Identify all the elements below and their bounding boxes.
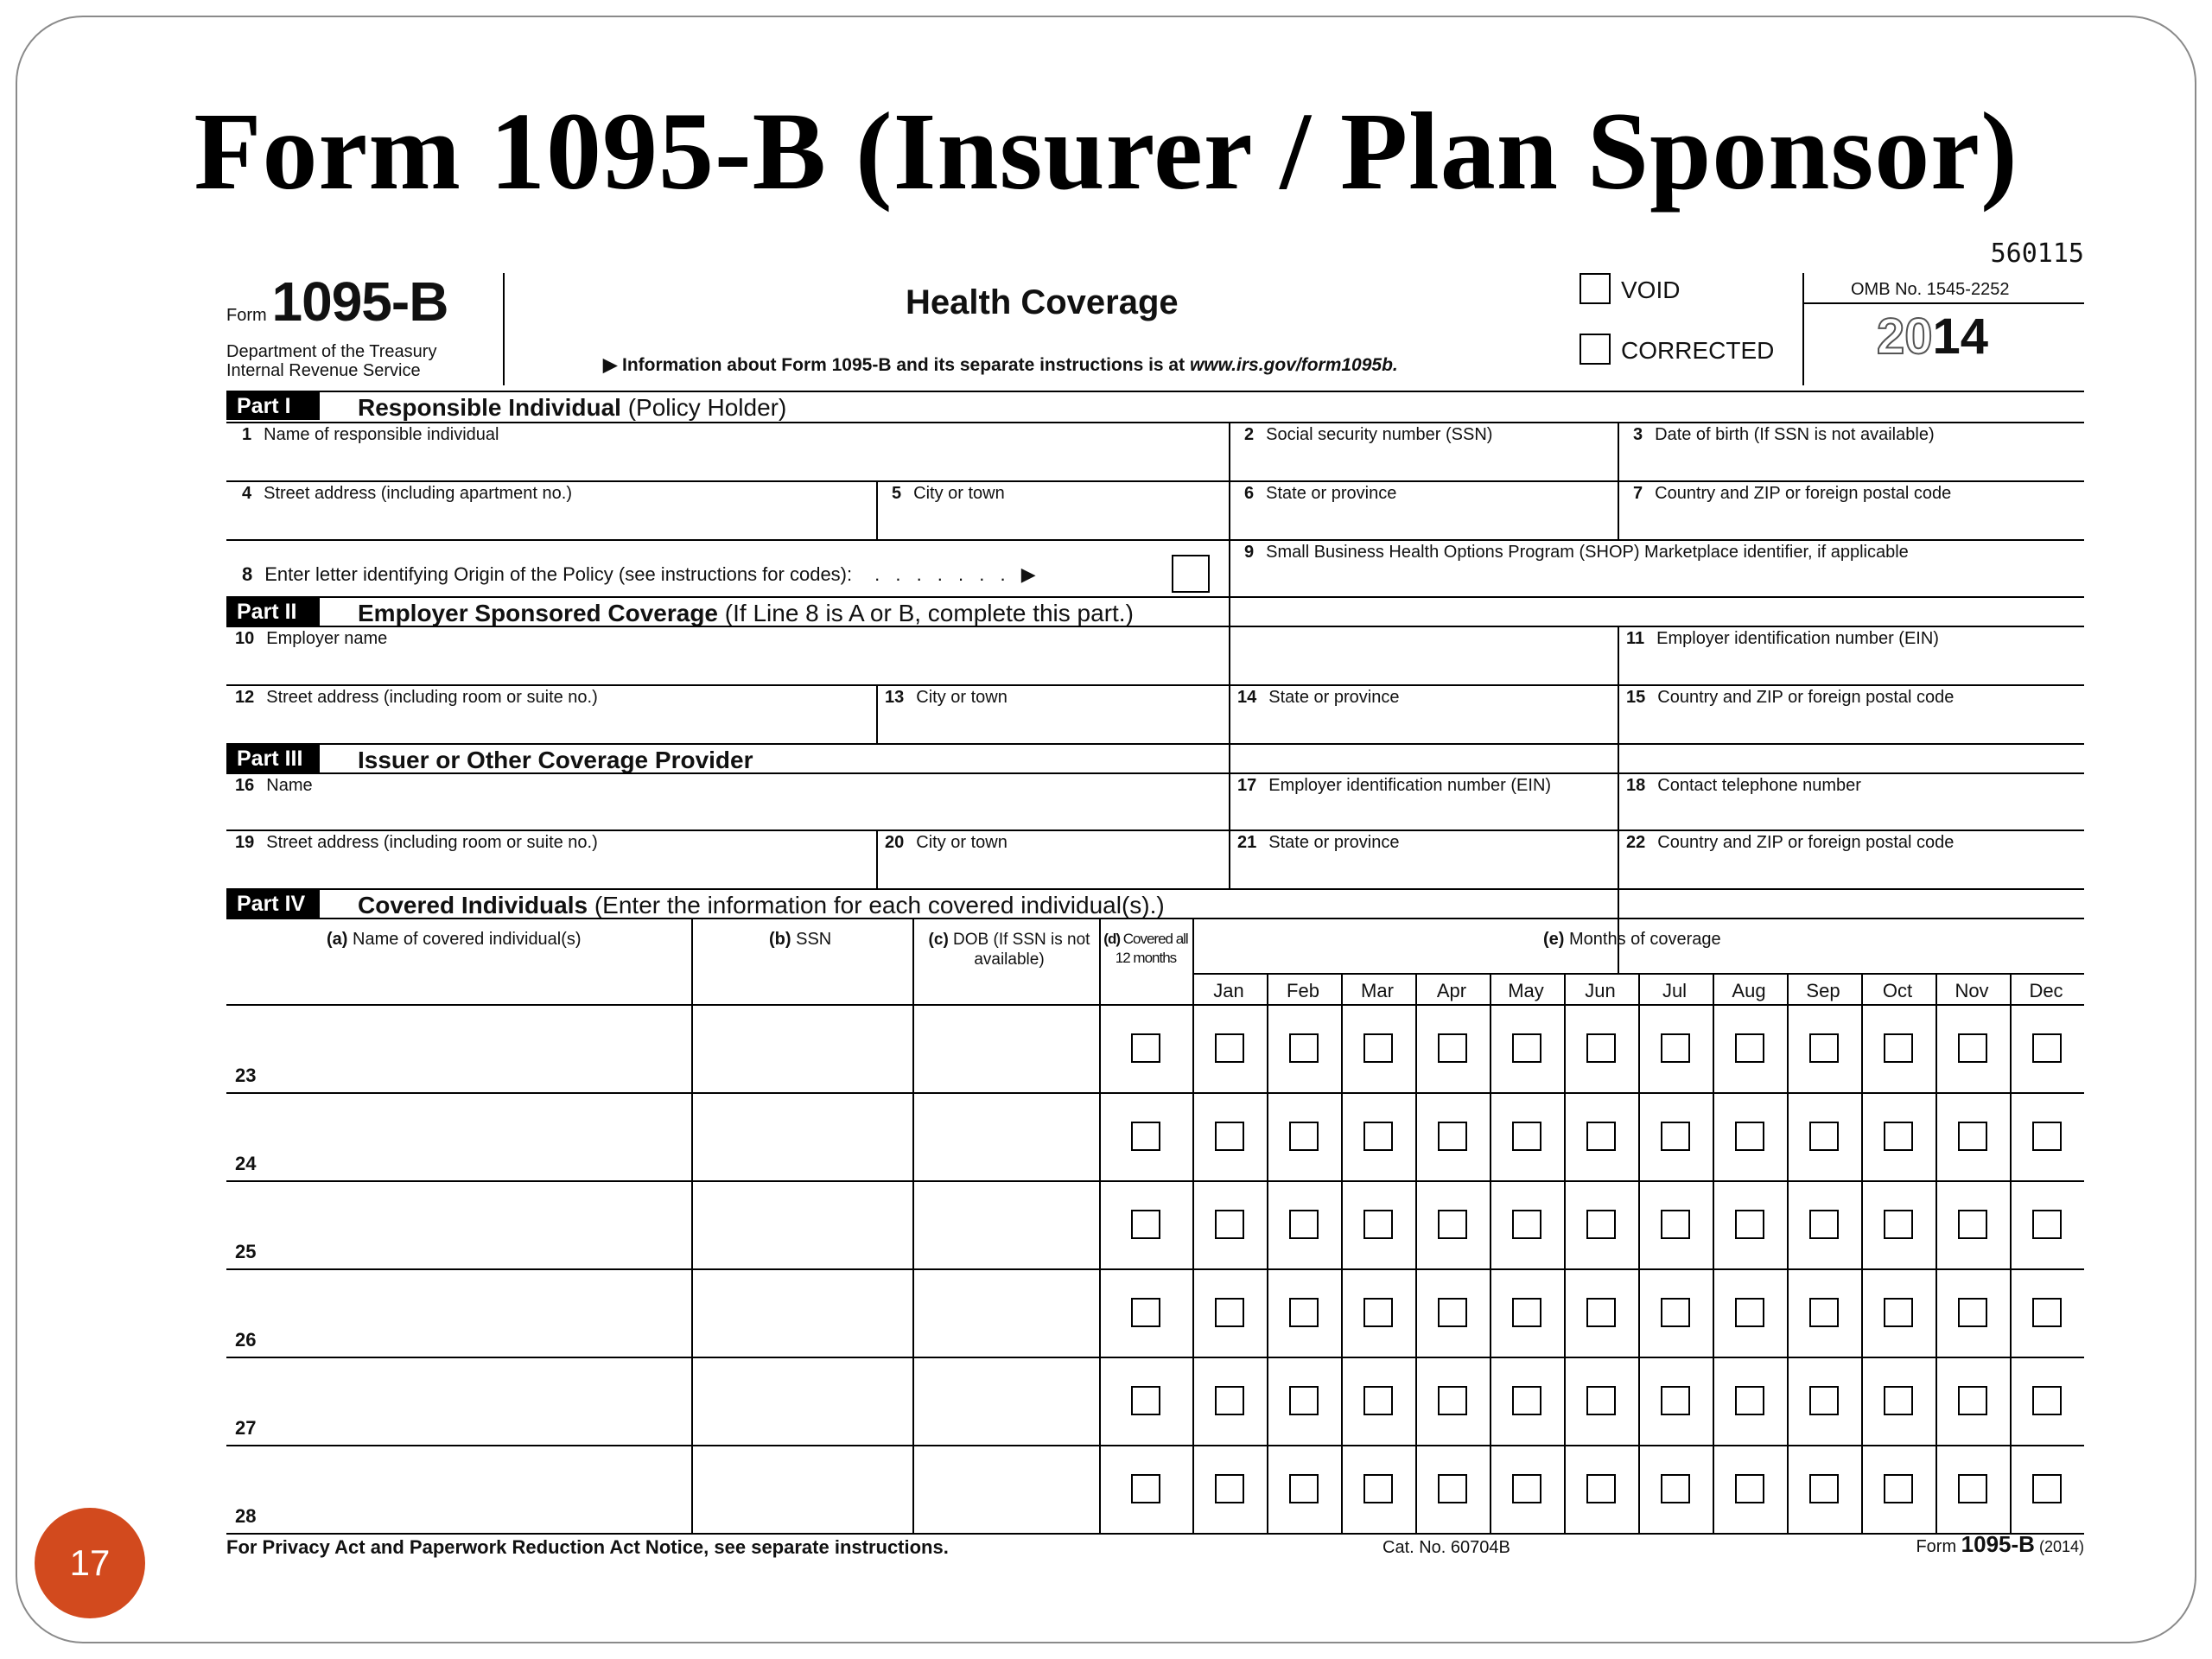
month-checkbox-may[interactable]: [1512, 1122, 1541, 1151]
field-13-num: 13: [885, 688, 905, 707]
month-checkbox-feb[interactable]: [1289, 1474, 1319, 1503]
part3-header: [226, 745, 2084, 774]
field-15-num: 15: [1626, 688, 1646, 707]
field-2-num: 2: [1244, 425, 1255, 444]
month-checkbox-nov[interactable]: [1958, 1033, 1987, 1063]
month-checkbox-jul[interactable]: [1661, 1210, 1690, 1239]
part2-title-bold: Employer Sponsored Coverage: [358, 600, 719, 626]
part2-title-rest: (If Line 8 is A or B, complete this part.): [718, 600, 1134, 626]
grid-line: [876, 480, 878, 539]
covered-all-12-checkbox[interactable]: [1131, 1033, 1160, 1063]
part2-header: [226, 598, 2084, 627]
field-11-num: 11: [1626, 629, 1645, 648]
month-checkbox-may[interactable]: [1512, 1386, 1541, 1415]
month-checkbox-nov[interactable]: [1958, 1386, 1987, 1415]
info-line-url: www.irs.gov/form1095b.: [1189, 355, 1398, 375]
omb-underline: [1802, 302, 2084, 304]
grid-line: [691, 918, 693, 1533]
col-e-header: [1543, 930, 1721, 950]
field-5-num: 5: [892, 484, 902, 503]
field-8: [242, 563, 1041, 586]
form-number: 1095-B: [271, 270, 448, 333]
month-header-jul: Jul: [1662, 980, 1688, 1001]
tax-year: [1877, 308, 1988, 365]
month-checkbox-oct[interactable]: [1884, 1122, 1913, 1151]
month-checkbox-aug[interactable]: [1735, 1210, 1764, 1239]
grid-line: [226, 918, 2084, 919]
month-checkbox-apr[interactable]: [1438, 1122, 1467, 1151]
grid-line: [226, 1092, 2084, 1094]
field-9[interactable]: [1244, 543, 1909, 563]
field-10-label: Employer name: [266, 629, 388, 648]
field-11-label: Employer identification number (EIN): [1656, 629, 1939, 648]
field-19-label: Street address (including room or suite no.): [266, 833, 598, 852]
covered-all-12-checkbox[interactable]: [1131, 1210, 1160, 1239]
field-14-label: State or province: [1268, 688, 1400, 707]
grid-line: [1936, 973, 1937, 1533]
tax-year-light: 20: [1877, 308, 1933, 365]
grid-line: [226, 772, 2084, 774]
footer-form-word: Form: [1916, 1537, 1961, 1556]
grid-line: [1267, 973, 1268, 1533]
part1-title-bold: Responsible Individual: [358, 394, 621, 421]
month-checkbox-jan[interactable]: [1215, 1210, 1244, 1239]
month-header-oct: Oct: [1882, 980, 1913, 1001]
field-3-label: Date of birth (If SSN is not available): [1655, 425, 1935, 444]
col-b-header: [769, 930, 831, 950]
month-checkbox-apr[interactable]: [1438, 1298, 1467, 1327]
part4-tag: Part IV: [226, 890, 320, 918]
month-checkbox-aug[interactable]: [1735, 1033, 1764, 1063]
footer-form-number: 1095-B: [1961, 1531, 2035, 1557]
corrected-label: CORRECTED: [1621, 337, 1775, 364]
month-checkbox-dec[interactable]: [2032, 1210, 2062, 1239]
part4-title: [358, 892, 1165, 919]
tax-year-bold: 14: [1932, 308, 1989, 365]
month-checkbox-apr[interactable]: [1438, 1210, 1467, 1239]
form-word: Form: [226, 306, 267, 325]
info-line-text: ▶ Information about Form 1095-B and its separate instructions is at: [603, 355, 1190, 375]
month-checkbox-jan[interactable]: [1215, 1033, 1244, 1063]
month-checkbox-jan[interactable]: [1215, 1298, 1244, 1327]
col-d-tag: (d): [1103, 931, 1120, 947]
month-checkbox-sep[interactable]: [1809, 1033, 1839, 1063]
month-checkbox-mar[interactable]: [1363, 1474, 1393, 1503]
row-number: 28: [235, 1505, 257, 1527]
field-17[interactable]: [1237, 776, 1551, 796]
part1-tag: Part I: [226, 392, 320, 420]
field-19[interactable]: [235, 833, 598, 853]
grid-line: [226, 1445, 2084, 1446]
month-checkbox-mar[interactable]: [1363, 1210, 1393, 1239]
field-10-num: 10: [235, 629, 255, 648]
part4-title-bold: Covered Individuals: [358, 892, 588, 918]
field-1[interactable]: [242, 425, 499, 445]
field-22[interactable]: [1626, 833, 1954, 853]
month-checkbox-mar[interactable]: [1363, 1298, 1393, 1327]
footer-form-year: (2014): [2034, 1538, 2084, 1555]
field-16-num: 16: [235, 776, 255, 795]
col-c-header: [919, 930, 1099, 969]
grid-line: [1415, 973, 1417, 1533]
field-6-num: 6: [1244, 484, 1255, 503]
month-checkbox-dec[interactable]: [2032, 1033, 2062, 1063]
grid-line: [226, 1357, 2084, 1358]
month-checkbox-nov[interactable]: [1958, 1210, 1987, 1239]
month-checkbox-oct[interactable]: [1884, 1474, 1913, 1503]
month-checkbox-dec[interactable]: [2032, 1474, 2062, 1503]
month-checkbox-jul[interactable]: [1661, 1122, 1690, 1151]
month-checkbox-jan[interactable]: [1215, 1386, 1244, 1415]
part1-title: [358, 394, 786, 422]
month-checkbox-sep[interactable]: [1809, 1386, 1839, 1415]
month-header-sep: Sep: [1806, 980, 1840, 1001]
month-checkbox-nov[interactable]: [1958, 1474, 1987, 1503]
month-checkbox-may[interactable]: [1512, 1474, 1541, 1503]
month-checkbox-apr[interactable]: [1438, 1033, 1467, 1063]
month-header-apr: Apr: [1436, 980, 1467, 1001]
field-18-num: 18: [1626, 776, 1646, 795]
field-5-label: City or town: [913, 484, 1005, 503]
grid-line: [226, 1004, 2084, 1006]
part3-tag: Part III: [226, 745, 320, 772]
month-checkbox-mar[interactable]: [1363, 1033, 1393, 1063]
grid-line: [1713, 973, 1714, 1533]
month-checkbox-jan[interactable]: [1215, 1474, 1244, 1503]
col-b-label: SSN: [791, 930, 832, 949]
month-header-aug: Aug: [1732, 980, 1766, 1001]
form-code: 560115: [1990, 238, 2084, 269]
info-line: [603, 354, 1398, 376]
grid-line: [226, 539, 2084, 541]
month-checkbox-feb[interactable]: [1289, 1122, 1319, 1151]
field-4[interactable]: [242, 484, 572, 504]
month-checkbox-mar[interactable]: [1363, 1122, 1393, 1151]
form-number-block: [226, 270, 448, 334]
grid-line: [226, 626, 2084, 627]
covered-all-12-checkbox[interactable]: [1131, 1298, 1160, 1327]
grid-line: [1192, 918, 1194, 1533]
grid-line: [226, 1533, 2084, 1535]
month-checkbox-aug[interactable]: [1735, 1122, 1764, 1151]
grid-line: [2010, 973, 2012, 1533]
part2-title: [358, 600, 1134, 627]
col-a-tag: (a): [327, 930, 348, 949]
month-checkbox-jun[interactable]: [1586, 1386, 1616, 1415]
field-21[interactable]: [1237, 833, 1399, 853]
month-checkbox-oct[interactable]: [1884, 1298, 1913, 1327]
field-5[interactable]: [892, 484, 1005, 504]
origin-code-box[interactable]: [1172, 555, 1210, 593]
grid-line: [876, 830, 878, 888]
grid-line: [876, 684, 878, 743]
field-17-num: 17: [1237, 776, 1257, 795]
field-15-label: Country and ZIP or foreign postal code: [1657, 688, 1955, 707]
footer-form-id: [1916, 1531, 2084, 1558]
col-e-label: Months of coverage: [1564, 930, 1721, 949]
footer-privacy-notice: For Privacy Act and Paperwork Reduction Act Notice, see separate instructions.: [226, 1536, 949, 1558]
slide-title: Form 1095-B (Insurer / Plan Sponsor): [194, 90, 2018, 213]
field-3[interactable]: [1633, 425, 1935, 445]
col-d-label: Covered all 12 months: [1115, 931, 1188, 966]
month-checkbox-apr[interactable]: [1438, 1386, 1467, 1415]
form-1095b: [226, 233, 2084, 1573]
field-20[interactable]: [885, 833, 1007, 853]
covered-all-12-checkbox[interactable]: [1131, 1474, 1160, 1503]
grid-line: [1618, 626, 1619, 973]
month-checkbox-sep[interactable]: [1809, 1210, 1839, 1239]
void-label: VOID: [1621, 276, 1681, 303]
field-12-label: Street address (including room or suite no.): [266, 688, 598, 707]
grid-line: [226, 684, 2084, 686]
grid-line: [1564, 973, 1566, 1533]
month-checkbox-jun[interactable]: [1586, 1298, 1616, 1327]
month-checkbox-aug[interactable]: [1735, 1386, 1764, 1415]
month-checkbox-feb[interactable]: [1289, 1298, 1319, 1327]
col-c-tag: (c): [928, 931, 949, 949]
field-15[interactable]: [1626, 688, 1954, 708]
field-1-num: 1: [242, 425, 252, 444]
field-16[interactable]: [235, 776, 313, 796]
row-number: 26: [235, 1329, 257, 1351]
corrected-checkbox[interactable]: [1580, 334, 1611, 365]
month-checkbox-may[interactable]: [1512, 1210, 1541, 1239]
field-3-num: 3: [1633, 425, 1643, 444]
grid-line: [226, 830, 2084, 831]
footer-cat-number: Cat. No. 60704B: [1382, 1538, 1510, 1557]
field-1-label: Name of responsible individual: [264, 425, 499, 444]
field-17-label: Employer identification number (EIN): [1268, 776, 1552, 795]
month-header-jun: Jun: [1585, 980, 1616, 1001]
month-checkbox-may[interactable]: [1512, 1033, 1541, 1063]
col-b-tag: (b): [769, 930, 791, 949]
month-header-mar: Mar: [1361, 980, 1394, 1001]
month-checkbox-aug[interactable]: [1735, 1298, 1764, 1327]
field-22-num: 22: [1626, 833, 1646, 852]
grid-line: [226, 480, 2084, 482]
col-a-header: [327, 930, 582, 950]
field-16-label: Name: [266, 776, 313, 795]
void-checkbox[interactable]: [1580, 273, 1611, 304]
grid-line: [1490, 973, 1491, 1533]
omb-number: OMB No. 1545-2252: [1851, 280, 2010, 299]
month-header-feb: Feb: [1287, 980, 1319, 1001]
grid-line: [226, 1268, 2084, 1270]
part3-title: [358, 747, 753, 774]
field-20-label: City or town: [916, 833, 1007, 852]
month-checkbox-jun[interactable]: [1586, 1210, 1616, 1239]
covered-all-12-checkbox[interactable]: [1131, 1386, 1160, 1415]
month-checkbox-mar[interactable]: [1363, 1386, 1393, 1415]
header-divider-left: [503, 273, 505, 385]
month-checkbox-oct[interactable]: [1884, 1210, 1913, 1239]
month-checkbox-dec[interactable]: [2032, 1386, 2062, 1415]
row-number: 27: [235, 1417, 257, 1439]
field-13-label: City or town: [916, 688, 1007, 707]
month-checkbox-aug[interactable]: [1735, 1474, 1764, 1503]
month-checkbox-sep[interactable]: [1809, 1298, 1839, 1327]
month-checkbox-feb[interactable]: [1289, 1033, 1319, 1063]
part1-title-rest: (Policy Holder): [620, 394, 787, 421]
field-8-leader: . . . . . . . ▶: [874, 563, 1041, 585]
field-12[interactable]: [235, 688, 598, 708]
field-9-num: 9: [1244, 543, 1255, 562]
field-14[interactable]: [1237, 688, 1399, 708]
field-19-num: 19: [235, 833, 255, 852]
field-4-label: Street address (including apartment no.): [264, 484, 572, 503]
part2-tag: Part II: [226, 598, 320, 626]
month-checkbox-jun[interactable]: [1586, 1033, 1616, 1063]
row-number: 25: [235, 1241, 257, 1262]
field-6-label: State or province: [1266, 484, 1397, 503]
month-header-may: May: [1508, 980, 1544, 1001]
field-7-num: 7: [1633, 484, 1643, 503]
row-number: 23: [235, 1065, 257, 1086]
field-6[interactable]: [1244, 484, 1396, 504]
field-21-num: 21: [1237, 833, 1257, 852]
month-checkbox-jun[interactable]: [1586, 1474, 1616, 1503]
part1-line-top: [226, 422, 2084, 423]
field-18-label: Contact telephone number: [1657, 776, 1861, 795]
field-9-label: Small Business Health Options Program (SHOP) Marketplace identifier, if applicable: [1266, 543, 1909, 562]
field-11[interactable]: [1626, 629, 1939, 649]
month-checkbox-dec[interactable]: [2032, 1122, 2062, 1151]
month-header-nov: Nov: [1955, 980, 1989, 1001]
month-checkbox-oct[interactable]: [1884, 1033, 1913, 1063]
month-checkbox-nov[interactable]: [1958, 1298, 1987, 1327]
row-number: 24: [235, 1153, 257, 1174]
grid-line: [1861, 973, 1863, 1533]
month-checkbox-apr[interactable]: [1438, 1474, 1467, 1503]
field-13[interactable]: [885, 688, 1007, 708]
part3-title-bold: Issuer or Other Coverage Provider: [358, 747, 753, 773]
month-checkbox-oct[interactable]: [1884, 1386, 1913, 1415]
irs-label: Internal Revenue Service: [226, 361, 421, 380]
slide-page-number: 17: [35, 1508, 145, 1618]
part4-header: [226, 890, 2084, 919]
col-c-label: DOB (If SSN is not available): [948, 931, 1090, 969]
month-checkbox-jun[interactable]: [1586, 1122, 1616, 1151]
col-e-tag: (e): [1543, 930, 1565, 949]
part1-header: [226, 392, 2084, 422]
field-7[interactable]: [1633, 484, 1951, 504]
month-header-jan: Jan: [1213, 980, 1244, 1001]
field-4-num: 4: [242, 484, 252, 503]
field-14-num: 14: [1237, 688, 1257, 707]
field-20-num: 20: [885, 833, 905, 852]
field-8-num: 8: [242, 563, 253, 585]
month-checkbox-nov[interactable]: [1958, 1122, 1987, 1151]
month-checkbox-jul[interactable]: [1661, 1033, 1690, 1063]
month-header-dec: Dec: [2029, 980, 2063, 1001]
col-d-header: [1101, 930, 1191, 968]
field-2[interactable]: [1244, 425, 1492, 445]
grid-line: [1099, 918, 1101, 1533]
month-checkbox-sep[interactable]: [1809, 1474, 1839, 1503]
grid-line: [1638, 973, 1640, 1533]
month-checkbox-feb[interactable]: [1289, 1386, 1319, 1415]
department-label: Department of the Treasury: [226, 342, 437, 361]
field-18[interactable]: [1626, 776, 1861, 796]
month-checkbox-feb[interactable]: [1289, 1210, 1319, 1239]
field-10[interactable]: [235, 629, 387, 649]
covered-all-12-checkbox[interactable]: [1131, 1122, 1160, 1151]
header-divider-right: [1802, 273, 1804, 385]
grid-line: [1787, 973, 1789, 1533]
field-21-label: State or province: [1268, 833, 1400, 852]
field-7-label: Country and ZIP or foreign postal code: [1655, 484, 1952, 503]
month-checkbox-dec[interactable]: [2032, 1298, 2062, 1327]
part4-title-rest: (Enter the information for each covered individual(s).): [588, 892, 1165, 918]
month-checkbox-may[interactable]: [1512, 1298, 1541, 1327]
month-checkbox-jan[interactable]: [1215, 1122, 1244, 1151]
field-2-label: Social security number (SSN): [1266, 425, 1493, 444]
month-checkbox-jul[interactable]: [1661, 1386, 1690, 1415]
month-checkbox-jul[interactable]: [1661, 1474, 1690, 1503]
col-a-label: Name of covered individual(s): [347, 930, 582, 949]
month-checkbox-sep[interactable]: [1809, 1122, 1839, 1151]
field-12-num: 12: [235, 688, 255, 707]
form-title: Health Coverage: [906, 283, 1179, 321]
grid-line: [1341, 973, 1343, 1533]
field-8-label: Enter letter identifying Origin of the Policy (see instructions for codes):: [264, 563, 853, 585]
grid-line: [912, 918, 914, 1533]
field-22-label: Country and ZIP or foreign postal code: [1657, 833, 1955, 852]
month-checkbox-jul[interactable]: [1661, 1298, 1690, 1327]
grid-line: [226, 1180, 2084, 1182]
